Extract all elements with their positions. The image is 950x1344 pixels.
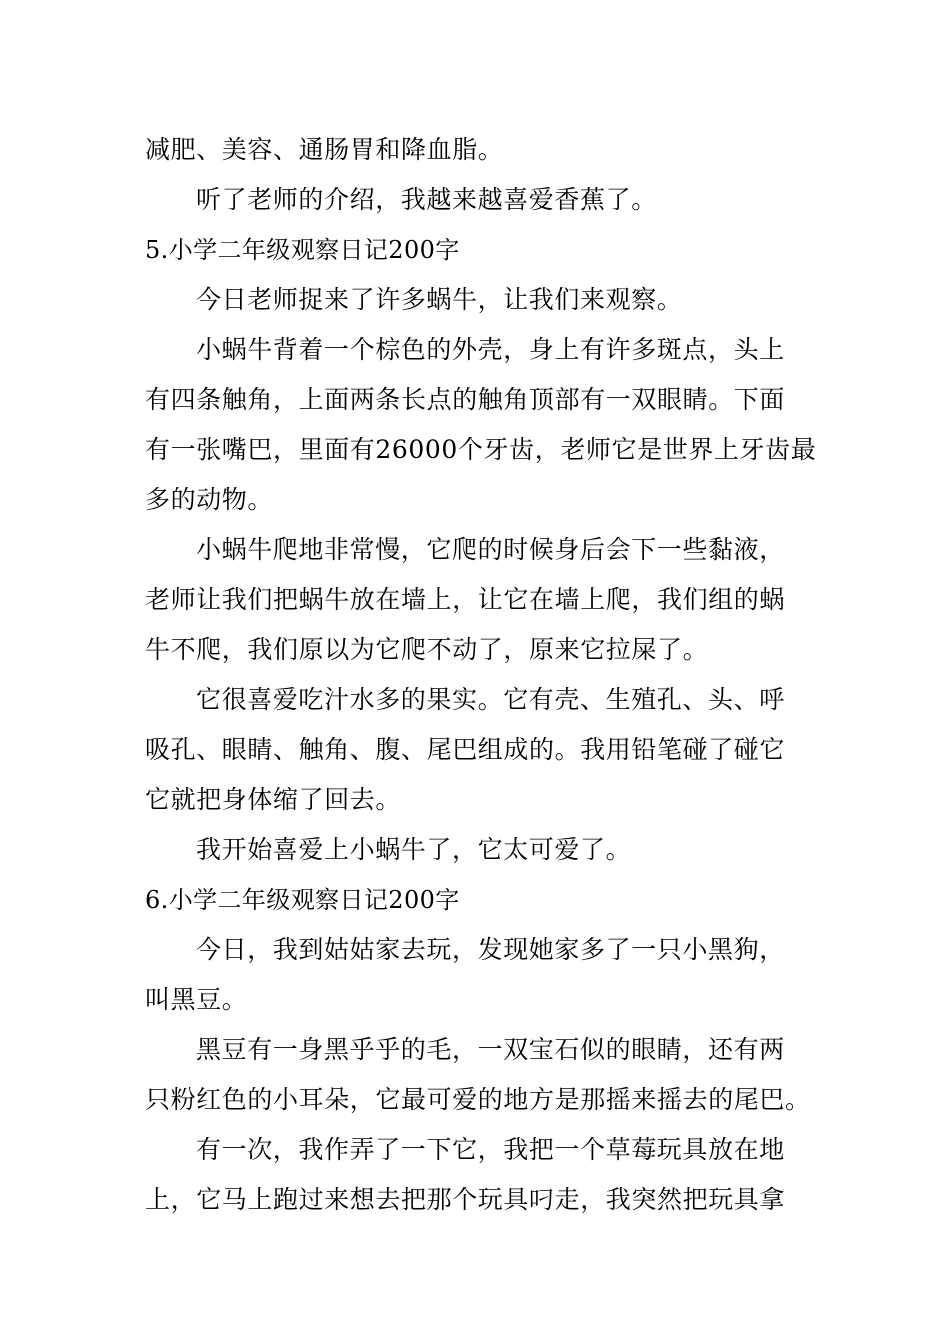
text-line: 只粉红色的小耳朵，它最可爱的地方是那摇来摇去的尾巴。 <box>145 1085 811 1114</box>
text-line: 今日，我到姑姑家去玩，发现她家多了一只小黑狗， <box>196 935 785 964</box>
text-line: 多的动物。 <box>145 485 274 514</box>
text-line: 小蜗牛背着一个棕色的外壳，身上有许多斑点，头上 <box>196 335 785 364</box>
text-line: 今日老师捉来了许多蜗牛，让我们来观察。 <box>196 285 683 314</box>
section-heading: 5.小学二年级观察日记200字 <box>145 236 460 264</box>
text-line: 有四条触角，上面两条长点的触角顶部有一双眼睛。下面 <box>145 385 786 414</box>
text-line: 它很喜爱吃汁水多的果实。它有壳、生殖孔、头、呼 <box>196 685 785 714</box>
text-line: 牛不爬，我们原以为它爬不动了，原来它拉屎了。 <box>145 635 709 664</box>
text-line: 我开始喜爱上小蜗牛了，它太可爱了。 <box>196 835 632 864</box>
text-line: 它就把身体缩了回去。 <box>145 785 402 814</box>
text-line: 上，它马上跑过来想去把那个玩具叼走，我突然把玩具拿 <box>145 1185 786 1214</box>
text-line: 有一张嘴巴，里面有26000个牙齿，老师它是世界上牙齿最 <box>145 435 817 464</box>
text-line: 老师让我们把蜗牛放在墙上，让它在墙上爬，我们组的蜗 <box>145 585 786 614</box>
text-line: 听了老师的介绍，我越来越喜爱香蕉了。 <box>196 185 657 214</box>
text-line: 有一次，我作弄了一下它，我把一个草莓玩具放在地 <box>196 1135 785 1164</box>
text-line: 减肥、美容、通肠胃和降血脂。 <box>145 135 504 164</box>
text-line: 叫黑豆。 <box>145 985 248 1014</box>
text-line: 吸孔、眼睛、触角、腹、尾巴组成的。我用铅笔碰了碰它 <box>145 735 786 764</box>
text-line: 小蜗牛爬地非常慢，它爬的时候身后会下一些黏液， <box>196 535 785 564</box>
section-heading: 6.小学二年级观察日记200字 <box>145 886 460 914</box>
text-line: 黑豆有一身黑乎乎的毛，一双宝石似的眼睛，还有两 <box>196 1035 785 1064</box>
